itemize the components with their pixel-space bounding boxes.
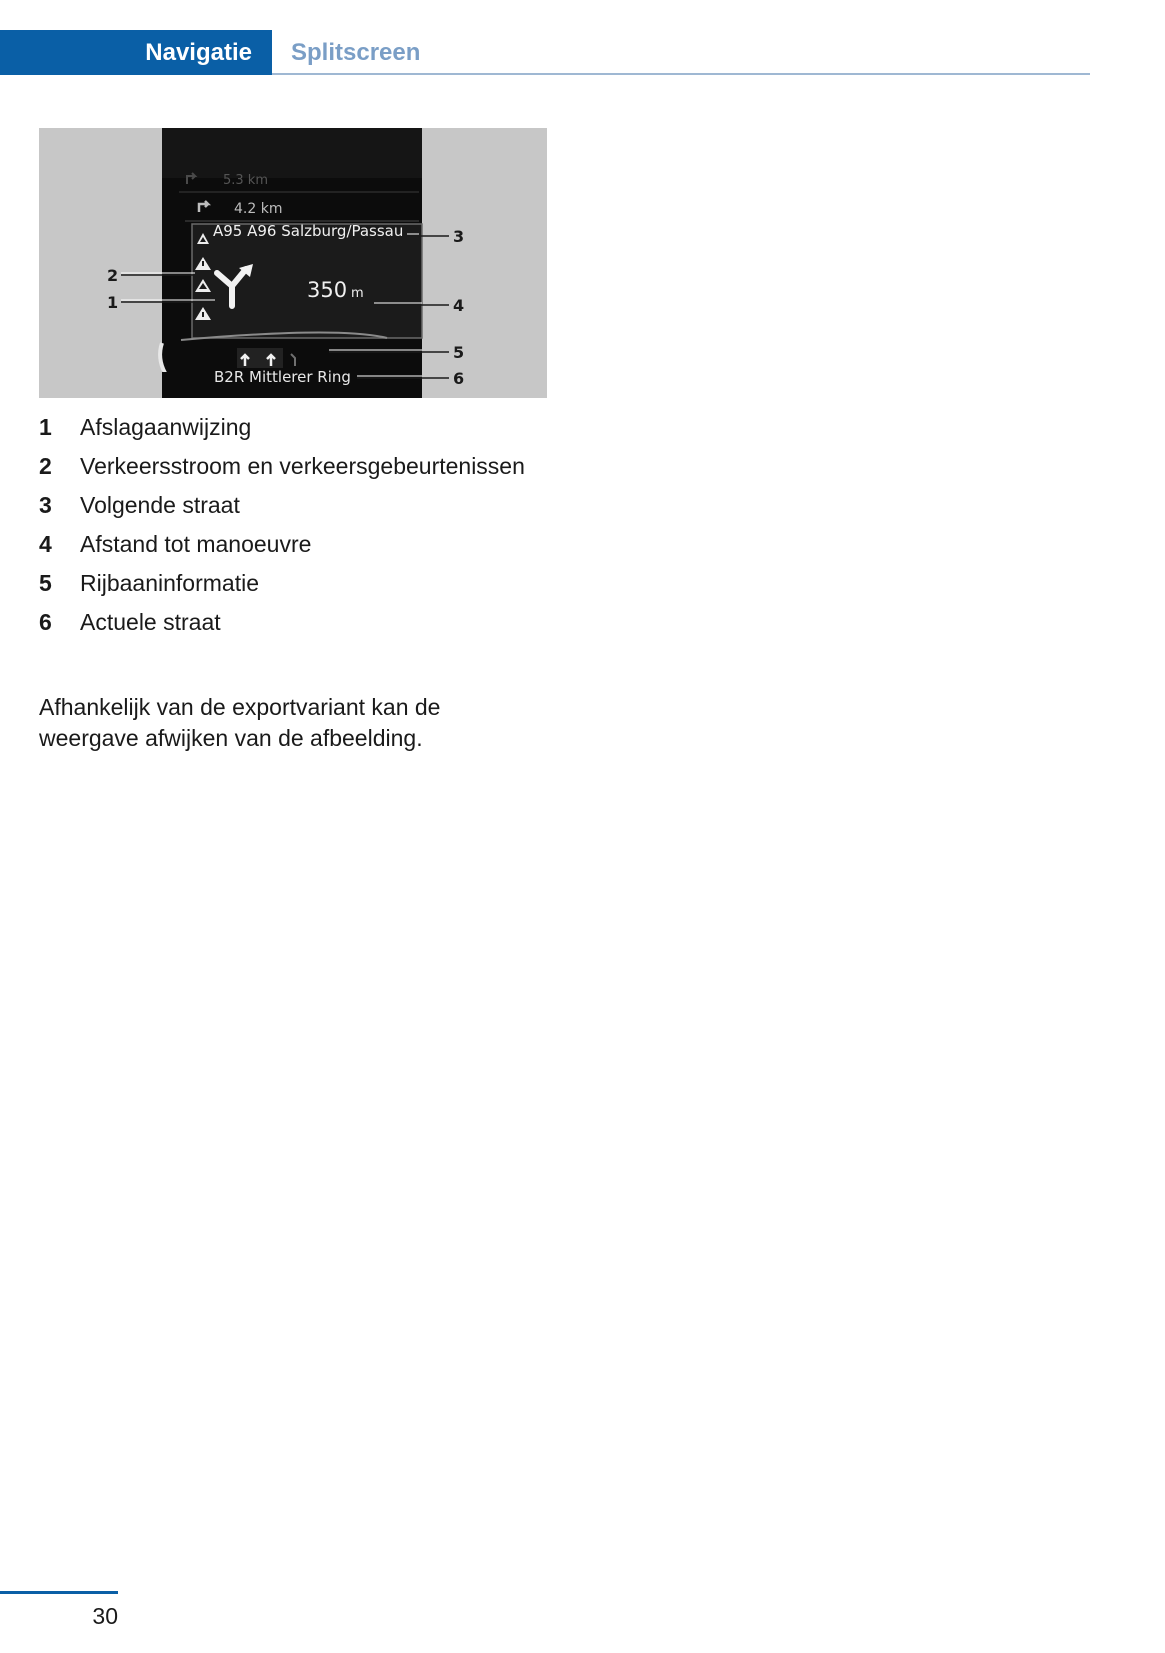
chapter-tab: Navigatie xyxy=(0,30,272,75)
legend-number: 2 xyxy=(39,453,52,479)
section-title: Splitscreen xyxy=(291,39,421,66)
header-divider xyxy=(272,73,1090,75)
callout-number: 1 xyxy=(107,293,119,312)
legend-number: 5 xyxy=(39,570,52,596)
legend-text: Afslagaanwijzing xyxy=(80,414,252,440)
distance-value: 350 xyxy=(307,278,348,302)
legend-item xyxy=(39,490,539,521)
figure-legend xyxy=(39,412,539,646)
legend-number: 3 xyxy=(39,492,52,518)
next-street-label: A95 A96 Salzburg/Passau xyxy=(213,222,404,240)
far-distance-label: 5.3 km xyxy=(223,173,268,188)
legend-text: Actuele straat xyxy=(80,609,221,635)
legend-text: Volgende straat xyxy=(80,492,240,518)
navigation-display-figure xyxy=(39,128,547,398)
current-street-label: B2R Mittlerer Ring xyxy=(214,368,351,386)
legend-number: 6 xyxy=(39,609,52,635)
callout-number: 4 xyxy=(453,296,465,315)
legend-item xyxy=(39,412,539,443)
export-variant-note: Afhankelijk van de exportvariant kan de weergave afwijken van de afbeelding. xyxy=(39,694,441,751)
legend-text: Rijbaaninformatie xyxy=(80,570,259,596)
legend-number: 1 xyxy=(39,414,52,440)
near-distance-label: 4.2 km xyxy=(234,201,283,217)
legend-text: Afstand tot manoeuvre xyxy=(80,531,312,557)
page-header xyxy=(0,30,1090,75)
legend-number: 4 xyxy=(39,531,52,557)
callout-number: 6 xyxy=(453,369,465,388)
legend-item xyxy=(39,607,539,638)
legend-text: Verkeersstroom en verkeersgebeurtenissen xyxy=(80,453,525,479)
distance-unit: m xyxy=(351,286,364,301)
legend-item xyxy=(39,568,539,599)
splitscreen-illustration xyxy=(39,128,547,398)
page-number: 30 xyxy=(92,1603,118,1629)
footer-divider xyxy=(0,1591,118,1594)
callout-number: 5 xyxy=(453,343,465,362)
legend-item xyxy=(39,451,539,482)
callout-number: 3 xyxy=(453,227,465,246)
legend-item xyxy=(39,529,539,560)
callout-number: 2 xyxy=(107,266,119,285)
